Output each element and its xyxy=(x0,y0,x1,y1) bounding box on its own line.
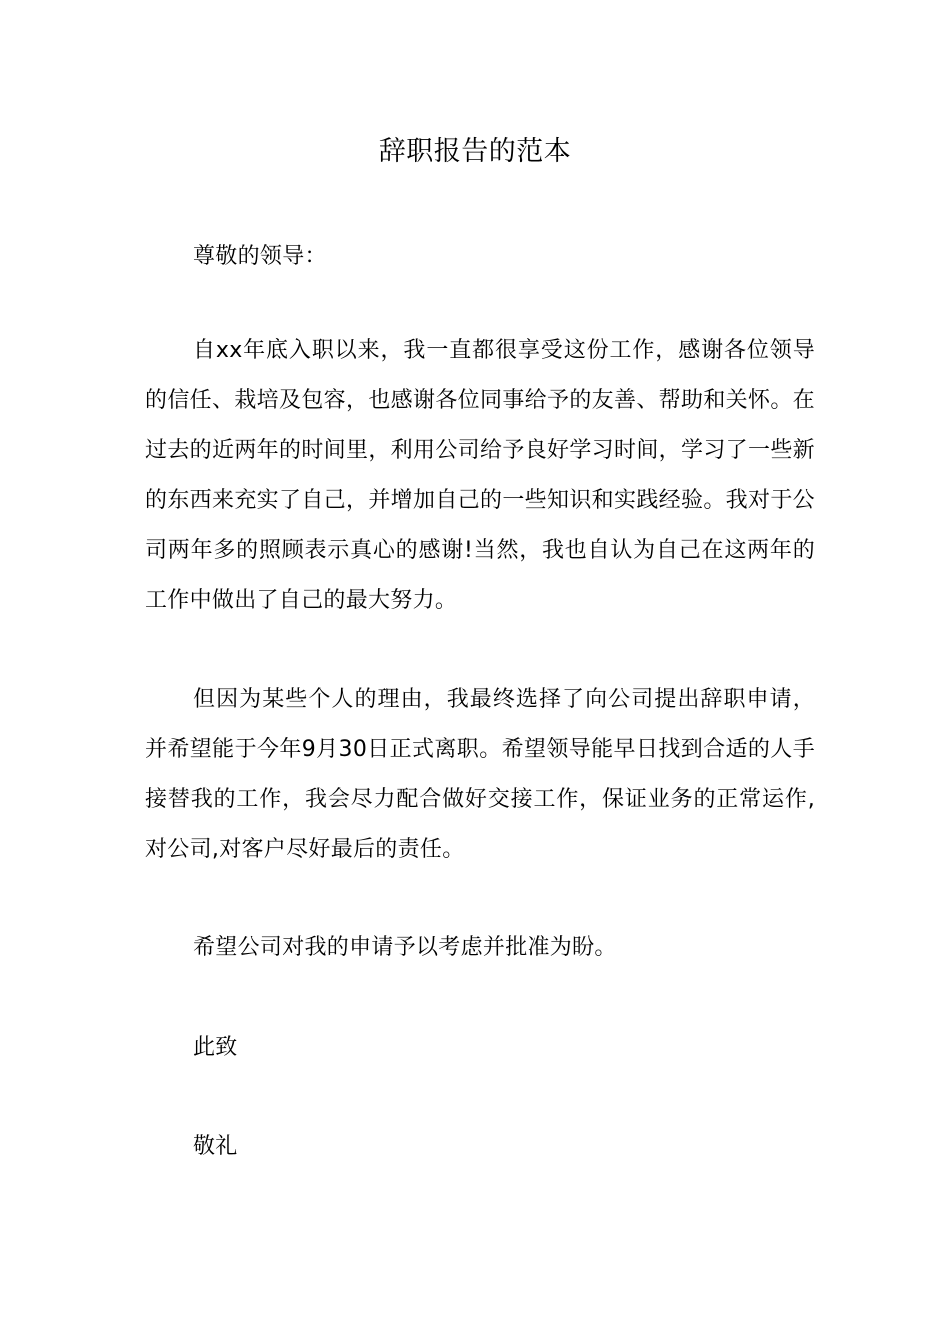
salutation: 尊敬的领导： xyxy=(193,244,327,269)
document-title: 辞职报告的范本 xyxy=(378,136,572,167)
paragraph-3: 希望公司对我的申请予以考虑并批准为盼。 xyxy=(193,935,617,960)
closing-line-2: 敬礼 xyxy=(193,1134,238,1159)
paragraph-1: 自xx年底入职以来，我一直都很享受这份工作，感谢各位领导的信任、栽培及包容，也感谢各位同事给予的友善、帮助和关怀。在过去的近两年的时间里，利用公司给予良好学习时间，学习了一些新的东西来充实了自己，并增加自己的一些知识和实践经验。我对于公司两年多的照顾表示真心的感谢!当然，我也自认为自己在这两年的工作中做出了自己的最大努力。 xyxy=(145,338,815,613)
closing-line-1: 此致 xyxy=(193,1035,238,1060)
paragraph-2: 但因为某些个人的理由，我最终选择了向公司提出辞职申请，并希望能于今年9月30日正式离职。希望领导能早日找到合适的人手接替我的工作，我会尽力配合做好交接工作，保证业务的正常运作,对公司,对客户尽好最后的责任。 xyxy=(145,687,815,862)
